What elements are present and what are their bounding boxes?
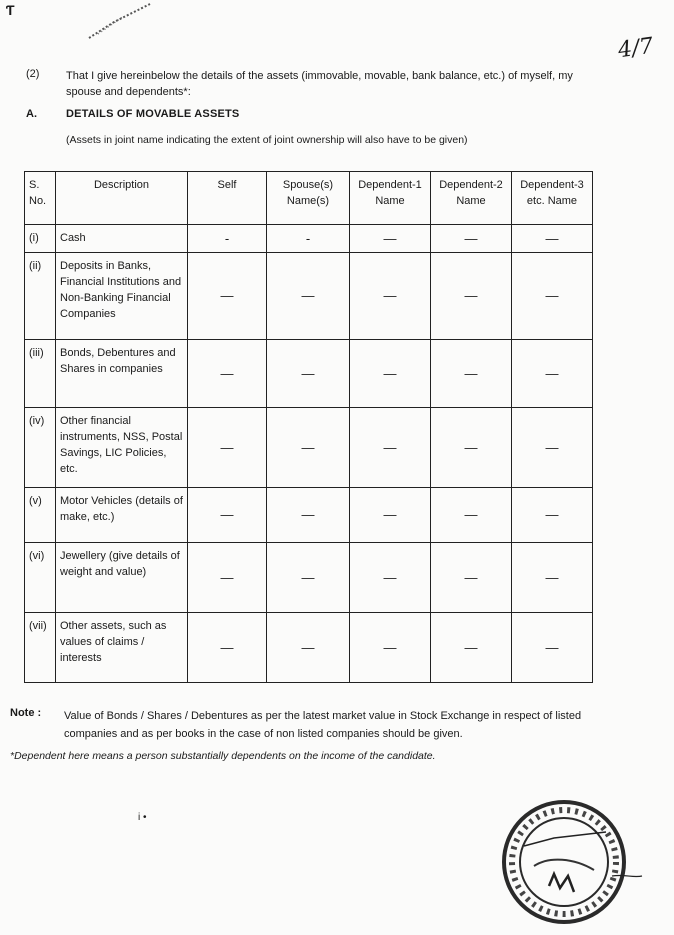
cell-self [188,488,267,543]
section-note: (Assets in joint name indicating the extent of joint ownership will also have to be given) [66,134,468,146]
header-dependent-3: Dependent-3 etc. Name [512,172,593,225]
cell-value: — [220,569,234,585]
cell-value: — [545,569,559,585]
note-text: Value of Bonds / Shares / Debentures as per the latest market value in Stock Exchange in respect of listed companies and as per books in the case of non listed companies should be given. [64,710,582,740]
cell-dependent-3 [512,488,593,543]
cell-value: — [545,439,559,455]
cell-self [188,340,267,408]
table-row [25,543,593,613]
cell-spouse [267,488,350,543]
movable-assets-table [24,171,593,683]
cell-self [188,225,267,253]
cell-value: — [464,639,478,655]
cell-dependent-1 [350,340,431,408]
row-description: Jewellery (give details of weight and value) [56,543,188,613]
note-label: Note : [10,707,42,719]
cell-dependent-3 [512,253,593,340]
table-row [25,253,593,340]
cell-value: — [545,230,559,246]
cell-value: — [220,639,234,655]
cell-value: — [383,230,397,246]
cell-value: — [383,439,397,455]
row-number: (i) [25,225,56,253]
cell-dependent-3 [512,408,593,488]
cell-value: — [464,230,478,246]
header-description: Description [56,172,188,225]
table-row [25,340,593,408]
paragraph-number: (2) [26,68,40,80]
header-dependent-2: Dependent-2 Name [431,172,512,225]
cell-value: — [301,569,315,585]
cell-self [188,613,267,683]
section-letter: A. [26,108,37,120]
row-number: (iv) [25,408,56,488]
cell-value: - [224,230,230,246]
row-description: Other assets, such as values of claims / interests [56,613,188,683]
cell-self [188,408,267,488]
section-title: DETAILS OF MOVABLE ASSETS [66,108,240,120]
row-description: Motor Vehicles (details of make, etc.) [56,488,188,543]
cell-value: — [464,439,478,455]
corner-mark: Ƭ [6,2,15,18]
table-row [25,408,593,488]
cell-dependent-1 [350,253,431,340]
cell-value: — [383,507,397,522]
small-mark: i • [138,812,147,823]
cell-value: — [383,569,397,585]
header-sno: S. No. [25,172,56,225]
cell-dependent-2 [431,488,512,543]
row-description: Other financial instruments, NSS, Postal Savings, LIC Policies, etc. [56,408,188,488]
cell-dependent-3 [512,543,593,613]
row-number: (vii) [25,613,56,683]
cell-dependent-2 [431,543,512,613]
row-description: Bonds, Debentures and Shares in companies [56,340,188,408]
cell-dependent-1 [350,488,431,543]
cell-value: — [383,288,397,303]
cell-dependent-2 [431,408,512,488]
cell-value: — [220,439,234,455]
cell-self [188,253,267,340]
cell-dependent-3 [512,613,593,683]
cell-value: — [220,288,234,303]
cell-dependent-3 [512,225,593,253]
header-spouse: Spouse(s) Name(s) [267,172,350,225]
cell-spouse [267,543,350,613]
cell-spouse [267,408,350,488]
cell-dependent-2 [431,613,512,683]
table-header-row [25,172,593,225]
page-number: 4/7 [616,33,655,64]
table-row [25,225,593,253]
cell-spouse [267,613,350,683]
cell-value: — [464,288,478,303]
row-description: Deposits in Banks, Financial Institutions and Non-Banking Financial Companies [56,253,188,340]
cell-value: — [301,639,315,655]
paragraph-text: That I give hereinbelow the details of the assets (immovable, movable, bank balance, etc.) of myself, my spouse and dependents*: [66,70,573,98]
cell-value: — [301,288,315,303]
cell-dependent-3 [512,340,593,408]
header-dependent-1: Dependent-1 Name [350,172,431,225]
cell-value: — [301,507,315,522]
cell-dependent-2 [431,340,512,408]
table-row [25,488,593,543]
cell-dependent-1 [350,613,431,683]
cell-value: — [383,365,397,381]
row-number: (ii) [25,253,56,340]
cell-value: — [545,288,559,303]
cell-value: — [301,365,315,381]
cell-self [188,543,267,613]
ink-scribble [84,0,154,40]
cell-value: - [305,230,311,246]
cell-dependent-1 [350,543,431,613]
footnote: *Dependent here means a person substantially dependents on the income of the candidate. [10,750,436,762]
cell-value: — [545,507,559,522]
cell-spouse [267,253,350,340]
cell-spouse [267,340,350,408]
cell-value: — [545,639,559,655]
row-number: (iii) [25,340,56,408]
cell-spouse [267,225,350,253]
header-self: Self [188,172,267,225]
cell-value: — [301,439,315,455]
cell-value: — [464,365,478,381]
table-row [25,613,593,683]
cell-dependent-2 [431,225,512,253]
cell-dependent-1 [350,225,431,253]
cell-value: — [464,569,478,585]
row-number: (v) [25,488,56,543]
cell-dependent-2 [431,253,512,340]
cell-value: — [545,365,559,381]
cell-dependent-1 [350,408,431,488]
row-description: Cash [56,225,188,253]
cell-value: — [383,639,397,655]
cell-value: — [220,507,234,522]
official-seal-stamp [494,796,644,928]
cell-value: — [464,507,478,522]
row-number: (vi) [25,543,56,613]
cell-value: — [220,365,234,381]
